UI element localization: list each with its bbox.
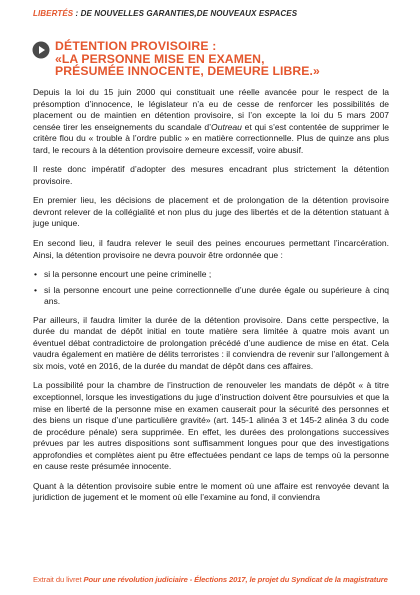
paragraph-1-part-a: Depuis la loi du 15 juin 2000 qui constituait une réelle avancée pour le respect de la présomption d’innocence, le législateur n’a eu de cesse de renforcer les possibilités de placement ou de maintien en détention provisoire, si l’on excepte la loi du 5 mars 2007 censée tirer les enseignements du scandale d’ (33, 87, 389, 132)
bullet-dot-icon: • (34, 284, 37, 295)
article-headline (55, 40, 395, 78)
bullet-text: si la personne encourt une peine criminelle ; (44, 269, 212, 280)
paragraph-6: La possibilité pour la chambre de l’instruction de renouveler les mandats de dépôt « à titre exceptionnel, lorsque les investigations du juge d’instruction doivent être poursuivies et que la mise en liberté de la personne mise en examen causerait pour la sécurité des personnes et des biens un risque d’une particulière gravité» (art. 145-1 alinéa 3 et 145-2 alinéa 3 du code de procédure pénale) sera supprimée. En effet, les durées des prolongations successives prévues par les autres dispositions sont suffisamment longues pour que des investigations approfondies et complètes aient pu être effectuées pendant ce laps de temps où la personne en cause reste présumée innocente. (33, 380, 389, 472)
bullet-item (33, 285, 389, 308)
paragraph-7: Quant à la détention provisoire subie entre le moment où une affaire est renvoyée devant la juridiction de jugement et le moment où elle l’examine au fond, il conviendra (33, 480, 389, 503)
bullet-dot-icon: • (34, 269, 37, 280)
bullet-text: si la personne encourt une peine correctionnelle d’une durée égale ou supérieure à cinq ans. (44, 284, 389, 307)
headline-line-2: «LA PERSONNE MISE EN EXAMEN, (55, 51, 265, 66)
paragraph-1 (33, 87, 389, 156)
paragraph-3: En premier lieu, les décisions de placement et de prolongation de la détention provisoire devront relever de la collégialité et non plus du juge des libertés et de la détention statuant à juge unique. (33, 195, 389, 229)
headline-line-3: PRÉSUMÉE INNOCENTE, DEMEURE LIBRE.» (55, 64, 320, 78)
bullet-list (33, 269, 389, 308)
headline-line-1: DÉTENTION PROVISOIRE : (55, 39, 217, 53)
paragraph-5: Par ailleurs, il faudra limiter la durée de la détention provisoire. Dans cette perspective, la durée du mandat de dépôt initial en toute matière sera limitée à quatre mois avant un éventuel débat contradictoire de prolongation précédé d’une audience de mise en état. Cela vaudra également en matière de délits terroristes : il conviendra de revenir sur l’allongement à six mois, voté en 2016, de la durée du mandat de dépôt dans ces affaires. (33, 314, 389, 371)
source-footer (33, 575, 389, 584)
section-subtitle: : DE NOUVELLES GARANTIES,DE NOUVEAUX ESPACES (73, 9, 298, 18)
footer-source-title: Pour une révolution judiciaire - Élections 2017, le projet du Syndicat de la magistrature (83, 575, 388, 584)
bullet-item (33, 269, 389, 281)
paragraph-1-part-b: et qui s’est contentée de supprimer le critère flou du « trouble à l’ordre public » en matière correctionnelle. Plus de quinze ans plus tard, le recours à la détention provisoire demeure excessif, voire abusif. (33, 121, 389, 155)
section-keyword: LIBERTÉS (33, 9, 74, 18)
paragraph-4: En second lieu, il faudra relever le seuil des peines encourues permettant l’incarcération. Ainsi, la détention provisoire ne devra pouvoir être ordonnée que : (33, 238, 389, 260)
section-title (33, 9, 297, 18)
paragraph-1-emphasis: Outreau (211, 121, 242, 132)
play-circle-icon (32, 41, 50, 59)
paragraph-2: Il reste donc impératif d’adopter des mesures encadrant plus strictement la détention provisoire. (33, 164, 389, 186)
article-body (33, 87, 389, 512)
footer-prefix: Extrait du livret (33, 575, 84, 584)
section-header (0, 0, 420, 22)
